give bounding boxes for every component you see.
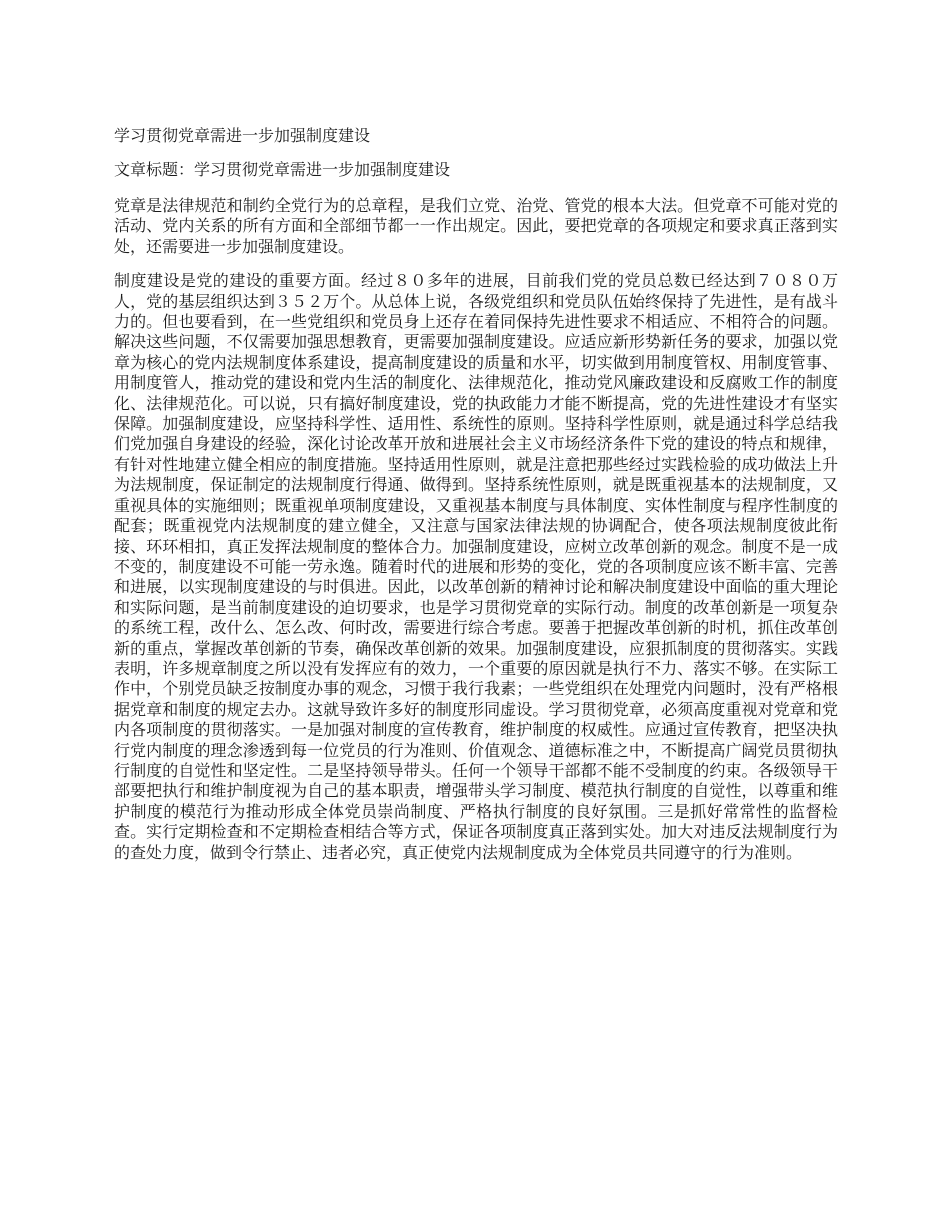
document-title: 学习贯彻党章需进一步加强制度建设 [114, 126, 371, 145]
document-page [114, 126, 838, 877]
intro-paragraph: 党章是法律规范和制约全党行为的总章程，是我们立党、治党、管党的根本大法。但党章不可能对党的活动、党内关系的所有方面和全部细节都一一作出规定。因此，要把党章的各项规定和要求真正落到实处，还需要进一步加强制度建设。 [114, 196, 838, 256]
body-paragraph: 制度建设是党的建设的重要方面。经过８０多年的进展，目前我们党的党员总数已经达到７０８０万人，党的基层组织达到３５２万个。从总体上说，各级党组织和党员队伍始终保持了先进性，是有战斗力的。但也要看到，在一些党组织和党员身上还存在着同保持先进性要求不相适应、不相符合的问题。解决这些问题，不仅需要加强思想教育，更需要加强制度建设。应适应新形势新任务的要求，加强以党章为核心的党内法规制度体系建设，提高制度建设的质量和水平，切实做到用制度管权、用制度管事、用制度管人，推动党的建设和党内生活的制度化、法律规范化，推动党风廉政建设和反腐败工作的制度化、法律规范化。可以说，只有搞好制度建设，党的执政能力才能不断提高，党的先进性建设才有坚实保障。加强制度建设，应坚持科学性、适用性、系统性的原则。坚持科学性原则，就是通过科学总结我们党加强自身建设的经验，深化讨论改革开放和进展社会主义市场经济条件下党的建设的特点和规律，有针对性地建立健全相应的制度措施。坚持适用性原则，就是注意把那些经过实践检验的成功做法上升为法规制度，保证制定的法规制度行得通、做得到。坚持系统性原则，就是既重视基本的法规制度，又重视具体的实施细则；既重视单项制度建设，又重视基本制度与具体制度、实体性制度与程序性制度的配套；既重视党内法规制度的建立健全，又注意与国家法律法规的协调配合，使各项法规制度彼此衔接、环环相扣，真正发挥法规制度的整体合力。加强制度建设，应树立改革创新的观念。制度不是一成不变的，制度建设不可能一劳永逸。随着时代的进展和形势的变化，党的各项制度应该不断丰富、完善和进展，以实现制度建设的与时俱进。因此，以改革创新的精神讨论和解决制度建设中面临的重大理论和实际问题，是当前制度建设的迫切要求，也是学习贯彻党章的实际行动。制度的改革创新是一项复杂的系统工程，改什么、怎么改、何时改，需要进行综合考虑。要善于把握改革创新的时机，抓住改革创新的重点，掌握改革创新的节奏，确保改革创新的效果。加强制度建设，应狠抓制度的贯彻落实。实践表明，许多规章制度之所以没有发挥应有的效力，一个重要的原因就是执行不力、落实不够。在实际工作中，个别党员缺乏按制度办事的观念，习惯于我行我素；一些党组织在处理党内问题时，没有严格根据党章和制度的规定去办。这就导致许多好的制度形同虚设。学习贯彻党章，必须高度重视对党章和党内各项制度的贯彻落实。一是加强对制度的宣传教育，维护制度的权威性。应通过宣传教育，把坚决执行党内制度的理念渗透到每一位党员的行为准则、价值观念、道德标准之中，不断提高广阔党员贯彻执行制度的自觉性和坚定性。二是坚持领导带头。任何一个领导干部都不能不受制度的约束。各级领导干部要把执行和维护制度视为自己的基本职责，增强带头学习制度、模范执行制度的自觉性，以尊重和维护制度的模范行为推动形成全体党员崇尚制度、严格执行制度的良好氛围。三是抓好常常性的监督检查。实行定期检查和不定期检查相结合等方式，保证各项制度真正落到实处。加大对违反法规制度行为的查处力度，做到令行禁止、违者必究，真正使党内法规制度成为全体党员共同遵守的行为准则。 [114, 271, 838, 862]
article-title-line: 文章标题：学习贯彻党章需进一步加强制度建设 [114, 160, 451, 179]
